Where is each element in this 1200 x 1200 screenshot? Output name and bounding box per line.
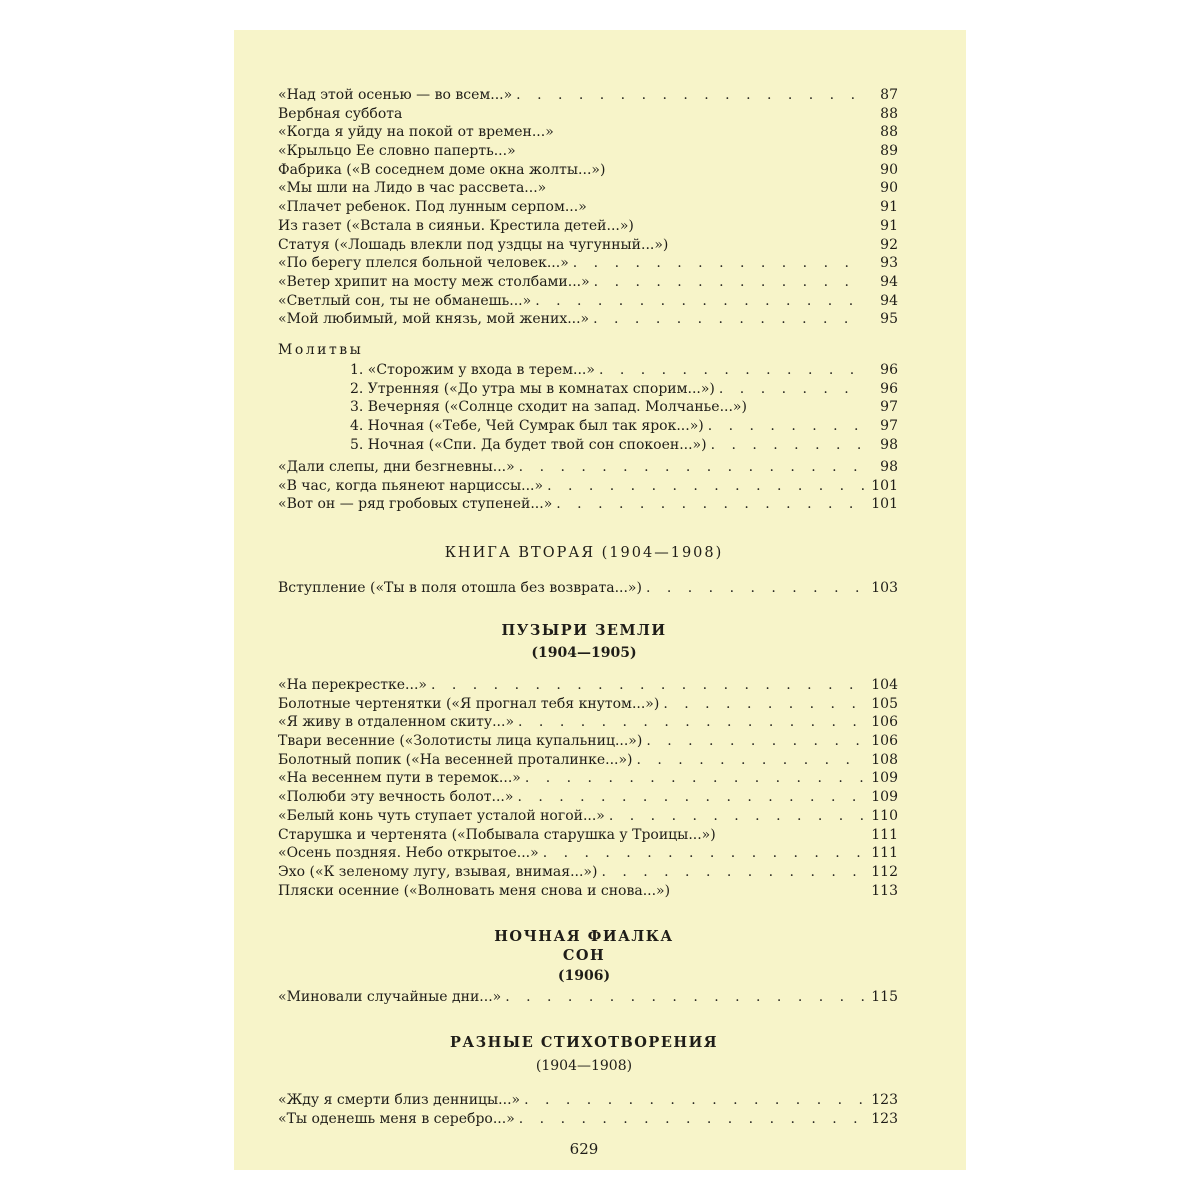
toc-group-2 <box>278 458 898 514</box>
toc-entry-page: 94 <box>880 292 898 309</box>
toc-entry-title: «Плачет ребенок. Под лунным серпом...» <box>278 199 587 216</box>
toc-entry-page: 115 <box>871 989 898 1005</box>
toc-group-various <box>278 1091 898 1128</box>
toc-entry <box>278 458 898 477</box>
toc-entry-page: 98 <box>880 436 898 453</box>
toc-entry-title: Из газет («Встала в сияньи. Крестила детей...») <box>278 217 634 234</box>
toc-entry-title: 5. Ночная («Спи. Да будет твой сон спокоен...») <box>350 436 707 453</box>
toc-entry-page: 88 <box>880 124 898 141</box>
toc-entry <box>278 732 898 751</box>
dot-leader <box>599 361 864 380</box>
toc-entry-title: «Жду я смерти близ денницы...» <box>278 1092 521 1108</box>
toc-entry-title: «На весеннем пути в теремок...» <box>278 770 521 787</box>
toc-entry-title: «Над этой осенью — во всем...» <box>278 87 513 103</box>
toc-entry-title: «Я живу в отдаленном скиту...» <box>278 714 515 731</box>
toc-entry <box>278 86 898 105</box>
toc-entry-title: «Мой любимый, мой князь, мой жених...» <box>278 311 590 328</box>
toc-entry-title: Болотные чертенятки («Я прогнал тебя кнутом...») <box>278 695 660 712</box>
toc-entry-title: 3. Вечерняя («Солнце сходит на запад. Молчанье...») <box>350 399 747 416</box>
toc-entry-page: 105 <box>871 695 898 712</box>
dot-leader <box>517 788 864 807</box>
toc-entry-title: Твари весенние («Золотисты лица купальниц...») <box>278 733 643 750</box>
toc-entry <box>278 123 898 142</box>
toc-entry-title: «В час, когда пьянеют нарциссы...» <box>278 477 544 494</box>
toc-entry <box>278 863 898 882</box>
toc-entry <box>278 179 898 198</box>
dot-leader <box>525 769 864 788</box>
toc-entry <box>278 882 898 901</box>
prayers-label: Молитвы <box>278 342 364 358</box>
toc-entry-page: 97 <box>880 418 898 435</box>
bubbles-heading: ПУЗЫРИ ЗЕМЛИ <box>501 622 667 639</box>
toc-entry-title: 2. Утренняя («До утра мы в комнатах спорим...») <box>350 380 715 397</box>
toc-entry-title: «Ты оденешь меня в серебро...» <box>278 1110 515 1127</box>
toc-entry-page: 93 <box>880 255 898 272</box>
dot-leader <box>593 310 864 329</box>
toc-entry-title: Вербная суббота <box>278 105 403 122</box>
toc-entry <box>278 310 898 329</box>
dot-leader <box>431 676 864 695</box>
dot-leader <box>505 988 864 1007</box>
toc-entry <box>278 1091 898 1110</box>
toc-entry-title: Пляски осенние («Волновать меня снова и снова...») <box>278 882 671 899</box>
dot-leader <box>543 844 864 863</box>
toc-entry-title: Болотный попик («На весенней проталинке...») <box>278 751 633 768</box>
toc-entry <box>278 751 898 770</box>
dot-leader <box>708 417 864 436</box>
toc-entry-title: Старушка и чертенята («Побывала старушка у Троицы...») <box>278 826 716 843</box>
toc-entry-page: 88 <box>880 105 898 122</box>
toc-group-prayers <box>278 361 898 454</box>
toc-entry <box>278 361 898 380</box>
dot-leader <box>524 1091 864 1110</box>
toc-entry-title: «Светлый сон, ты не обманешь...» <box>278 292 532 309</box>
toc-entry <box>278 477 898 496</box>
toc-entry <box>278 217 898 236</box>
toc-entry <box>278 142 898 161</box>
toc-entry-page: 90 <box>880 180 898 197</box>
toc-entry-title: «Осень поздняя. Небо открытое...» <box>278 845 539 862</box>
toc-entry-page: 110 <box>871 807 898 824</box>
toc-entry-title: Вступление («Ты в поля отошла без возврата...») <box>278 580 642 596</box>
toc-entry-page: 91 <box>880 199 898 216</box>
dot-leader <box>519 458 864 477</box>
dot-leader <box>594 273 864 292</box>
dot-leader <box>719 380 864 399</box>
toc-entry-page: 92 <box>880 236 898 253</box>
toc-group-1 <box>278 86 898 329</box>
toc-entry-title: «Миновали случайные дни...» <box>278 989 502 1005</box>
toc-entry-page: 109 <box>871 789 898 806</box>
dot-leader <box>601 863 864 882</box>
toc-entry <box>278 161 898 180</box>
toc-entry-page: 87 <box>880 87 898 103</box>
dot-leader <box>519 1110 864 1129</box>
toc-entry-page: 104 <box>871 677 898 693</box>
toc-entry-title: «На перекрестке...» <box>278 677 427 693</box>
bubbles-years: (1904—1905) <box>531 645 637 661</box>
book-page <box>234 30 966 1170</box>
various-years: (1904—1908) <box>535 1058 633 1074</box>
toc-entry <box>278 579 898 598</box>
toc-entry-title: «Крыльцо Ее словно паперть...» <box>278 143 516 160</box>
page-number: 629 <box>569 1140 599 1158</box>
toc-entry-title: Эхо («К зеленому лугу, взывая, внимая...») <box>278 863 598 880</box>
toc-entry <box>278 105 898 124</box>
toc-entry <box>278 380 898 399</box>
toc-entry <box>278 198 898 217</box>
toc-entry <box>278 398 898 417</box>
dot-leader <box>646 579 864 598</box>
toc-entry-page: 123 <box>871 1110 898 1127</box>
toc-entry <box>278 788 898 807</box>
toc-entry-page: 90 <box>880 161 898 178</box>
dot-leader <box>556 495 864 514</box>
toc-entry-page: 96 <box>880 362 898 378</box>
toc-entry-page: 101 <box>871 477 898 494</box>
violet-subheading: СОН <box>562 947 606 964</box>
dot-leader <box>573 254 864 273</box>
toc-entry-page: 96 <box>880 380 898 397</box>
toc-entry-page: 89 <box>880 143 898 160</box>
toc-entry-page: 108 <box>871 751 898 768</box>
violet-heading: НОЧНАЯ ФИАЛКА <box>494 928 674 945</box>
toc-entry-title: «По берегу плелся больной человек...» <box>278 255 569 272</box>
dot-leader <box>646 732 864 751</box>
toc-entry-page: 95 <box>880 311 898 328</box>
dot-leader <box>516 86 864 105</box>
toc-entry-title: 1. «Сторожим у входа в терем...» <box>350 362 595 378</box>
toc-entry-page: 94 <box>880 273 898 290</box>
toc-entry <box>278 273 898 292</box>
toc-entry-title: «Белый конь чуть ступает усталой ногой...» <box>278 807 605 824</box>
toc-entry <box>278 254 898 273</box>
toc-entry <box>278 769 898 788</box>
toc-entry-title: «Дали слепы, дни безгневны...» <box>278 459 515 475</box>
toc-entry-page: 106 <box>871 714 898 731</box>
toc-entry <box>278 417 898 436</box>
book-two-heading: КНИГА ВТОРАЯ (1904—1908) <box>444 545 724 561</box>
toc-entry <box>278 988 898 1007</box>
toc-entry-page: 112 <box>871 863 898 880</box>
toc-entry <box>278 292 898 311</box>
dot-leader <box>711 436 864 455</box>
toc-entry <box>278 807 898 826</box>
toc-entry-page: 111 <box>871 826 898 843</box>
toc-entry-title: 4. Ночная («Тебе, Чей Сумрак был так ярок...») <box>350 418 704 435</box>
toc-entry-page: 103 <box>871 580 898 596</box>
toc-entry <box>278 713 898 732</box>
toc-entry <box>278 844 898 863</box>
toc-entry <box>278 236 898 255</box>
toc-entry-title: «Когда я уйду на покой от времен...» <box>278 124 554 141</box>
toc-entry-title: «Вот он — ряд гробовых ступеней...» <box>278 496 553 513</box>
dot-leader <box>518 713 864 732</box>
toc-entry-page: 91 <box>880 217 898 234</box>
dot-leader <box>637 751 865 770</box>
toc-entry-page: 98 <box>880 459 898 475</box>
toc-entry-page: 106 <box>871 733 898 750</box>
toc-entry-page: 97 <box>880 399 898 416</box>
dot-leader <box>535 292 864 311</box>
violet-years: (1906) <box>557 968 611 984</box>
toc-entry-title: Фабрика («В соседнем доме окна жолты...») <box>278 161 606 178</box>
dot-leader <box>663 695 864 714</box>
various-heading: РАЗНЫЕ СТИХОТВОРЕНИЯ <box>449 1034 719 1051</box>
toc-group-violet <box>278 988 898 1007</box>
toc-entry <box>278 695 898 714</box>
toc-entry-page: 123 <box>871 1092 898 1108</box>
toc-entry <box>278 1110 898 1129</box>
dot-leader <box>547 477 864 496</box>
toc-entry <box>278 495 898 514</box>
toc-group-bubbles <box>278 676 898 900</box>
toc-entry-title: Статуя («Лошадь влекли под уздцы на чугунный...») <box>278 236 669 253</box>
toc-entry-title: «Ветер хрипит на мосту меж столбами...» <box>278 273 590 290</box>
toc-entry-title: «Мы шли на Лидо в час рассвета...» <box>278 180 547 197</box>
toc-entry <box>278 436 898 455</box>
toc-entry-page: 113 <box>871 882 898 899</box>
toc-entry-page: 109 <box>871 770 898 787</box>
toc-entry-page: 101 <box>871 496 898 513</box>
toc-group-book-two <box>278 579 898 598</box>
toc-entry <box>278 826 898 845</box>
toc-entry <box>278 676 898 695</box>
toc-entry-page: 111 <box>871 845 898 862</box>
dot-leader <box>609 807 864 826</box>
toc-entry-title: «Полюби эту вечность болот...» <box>278 789 514 806</box>
